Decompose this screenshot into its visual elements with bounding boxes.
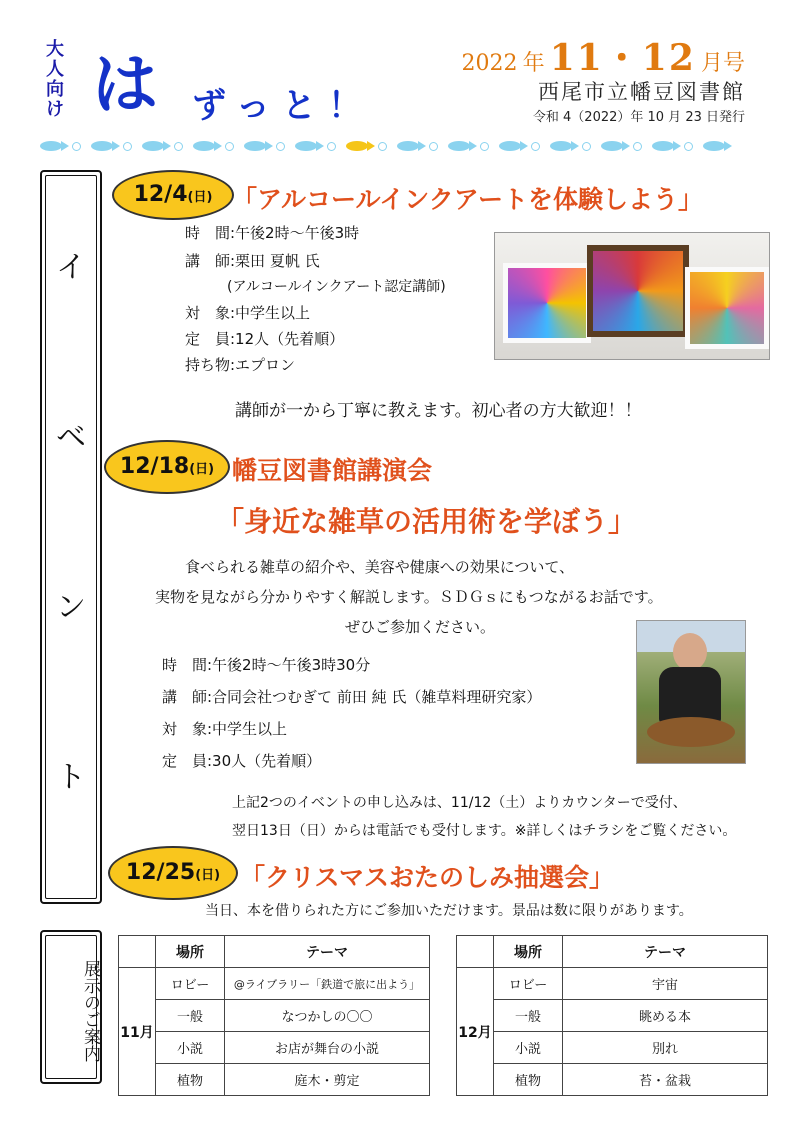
fish-icon — [193, 141, 215, 151]
issue-nen: 年 — [522, 51, 545, 76]
theme-cell: お店が舞台の小説 — [225, 1032, 430, 1064]
fish-icon — [703, 141, 725, 151]
theme-cell: 眺める本 — [563, 1000, 768, 1032]
library-name: 西尾市立幡豆図書館 — [538, 80, 745, 104]
fish-icon — [499, 141, 521, 151]
bubble-icon — [72, 142, 81, 151]
event1-dow: (日) — [187, 190, 213, 205]
bubble-icon — [633, 142, 642, 151]
table-row — [457, 1032, 768, 1064]
fish-icon — [397, 141, 419, 151]
issue-year: 2022 — [461, 51, 518, 76]
table-corner — [119, 936, 156, 968]
display-label: 展示のご案内 — [80, 959, 100, 1062]
publish-date: 令和 4（2022）年 10 月 23 日発行 — [532, 110, 745, 125]
issue-label — [461, 30, 745, 81]
event2-intro: 実物を見ながら分かりやすく解説します。ＳＤＧｓにもつながるお話です。 — [155, 588, 663, 606]
table-row — [457, 968, 768, 1000]
newsletter-title-big: は — [92, 46, 158, 123]
bubble-icon — [327, 142, 336, 151]
place-cell: 小説 — [494, 1032, 563, 1064]
place-cell: 植物 — [156, 1064, 225, 1096]
lecturer-photo — [636, 620, 746, 764]
event1-detail: 対 象:中学生以上 — [185, 304, 311, 322]
event1-detail: (アルコールインクアート認定講師) — [185, 279, 446, 295]
event1-detail: 時 間:午後2時～午後3時 — [185, 224, 360, 242]
column-header-place: 場所 — [156, 936, 225, 968]
event3-dow: (日) — [195, 868, 221, 883]
event1-title: 「アルコールインクアートを体験しよう」 — [232, 185, 704, 214]
issue-months: 11・12 — [549, 37, 696, 79]
theme-cell: なつかしの〇〇 — [225, 1000, 430, 1032]
event1-note: 講師が一から丁寧に教えます。初心者の方大歓迎！！ — [235, 401, 642, 421]
fish-icon — [295, 141, 317, 151]
table-row — [119, 1032, 430, 1064]
event1-detail: 定 員:12人（先着順） — [185, 330, 345, 348]
bubble-icon — [684, 142, 693, 151]
place-cell: ロビー — [156, 968, 225, 1000]
bubble-icon — [225, 142, 234, 151]
column-header-theme: テーマ — [563, 936, 768, 968]
event1-detail: 持ち物:エプロン — [185, 356, 296, 374]
events-char: イ — [56, 250, 86, 285]
fish-icon — [601, 141, 623, 151]
alcohol-ink-art-photo — [494, 232, 770, 360]
theme-cell: 別れ — [563, 1032, 768, 1064]
place-cell: ロビー — [494, 968, 563, 1000]
fish-icon — [346, 141, 368, 151]
fish-icon — [142, 141, 164, 151]
bubble-icon — [276, 142, 285, 151]
bubble-icon — [582, 142, 591, 151]
place-cell: 一般 — [156, 1000, 225, 1032]
event2-date: 12/18 — [119, 454, 190, 479]
event2-detail: 定 員:30人（先着順） — [162, 752, 322, 770]
theme-cell: @ライブラリー「鉄道で旅に出よう」 — [225, 968, 430, 1000]
events-char: ン — [56, 590, 86, 625]
place-cell: 小説 — [156, 1032, 225, 1064]
fish-icon — [448, 141, 470, 151]
table-row — [457, 1000, 768, 1032]
fish-border-decoration — [40, 135, 760, 157]
theme-cell: 宇宙 — [563, 968, 768, 1000]
bubble-icon — [123, 142, 132, 151]
newsletter-title-rest: ずっと！ — [192, 86, 374, 126]
table-corner — [457, 936, 494, 968]
events-char: ベ — [56, 420, 86, 455]
theme-cell: 苔・盆栽 — [563, 1064, 768, 1096]
event3-note: 当日、本を借りられた方にご参加いただけます。景品は数に限りがあります。 — [205, 903, 693, 919]
display-table-december — [456, 935, 768, 1096]
table-row — [119, 968, 430, 1000]
fish-icon — [40, 141, 62, 151]
display-table-november — [118, 935, 430, 1096]
column-header-theme: テーマ — [225, 936, 430, 968]
fish-icon — [91, 141, 113, 151]
table-row — [119, 1064, 430, 1096]
event1-date-badge — [112, 170, 234, 220]
apply-note: 翌日13日（日）からは電話でも受付します。※詳しくはチラシをご覧ください。 — [232, 823, 737, 839]
event2-detail: 時 間:午後2時～午後3時30分 — [162, 656, 371, 674]
column-header-place: 場所 — [494, 936, 563, 968]
event2-title: 「身近な雑草の活用術を学ぼう」 — [216, 505, 637, 538]
bubble-icon — [429, 142, 438, 151]
table-row — [119, 1000, 430, 1032]
audience-label: 大人向け — [46, 39, 64, 120]
event2-detail: 対 象:中学生以上 — [162, 720, 288, 738]
table-row — [457, 1064, 768, 1096]
event2-intro: ぜひご参加ください。 — [345, 618, 496, 636]
bubble-icon — [174, 142, 183, 151]
events-side-label — [40, 170, 102, 904]
apply-note: 上記2つのイベントの申し込みは、11/12（土）よりカウンターで受付、 — [232, 795, 687, 811]
place-cell: 一般 — [494, 1000, 563, 1032]
event2-intro: 食べられる雑草の紹介や、美容や健康への効果について、 — [185, 558, 575, 576]
fish-icon — [652, 141, 674, 151]
place-cell: 植物 — [494, 1064, 563, 1096]
month-cell: 11月 — [119, 968, 156, 1096]
bubble-icon — [480, 142, 489, 151]
event3-date-badge — [108, 846, 238, 900]
event2-dow: (日) — [189, 462, 215, 477]
events-char: ト — [56, 760, 86, 795]
table-header-row — [119, 936, 430, 968]
bubble-icon — [378, 142, 387, 151]
fish-icon — [244, 141, 266, 151]
issue-suffix: 月号 — [700, 51, 745, 76]
theme-cell: 庭木・剪定 — [225, 1064, 430, 1096]
event3-title: 「クリスマスおたのしみ抽選会」 — [240, 863, 615, 892]
display-side-label — [40, 930, 102, 1084]
event1-detail: 講 師:栗田 夏帆 氏 — [185, 252, 320, 270]
fish-icon — [550, 141, 572, 151]
table-header-row — [457, 936, 768, 968]
event2-detail: 講 師:合同会社つむぎて 前田 純 氏（雑草料理研究家） — [162, 688, 542, 706]
event2-date-badge — [104, 440, 230, 494]
event2-heading: 幡豆図書館講演会 — [232, 456, 433, 485]
month-cell: 12月 — [457, 968, 494, 1096]
bubble-icon — [531, 142, 540, 151]
event3-date: 12/25 — [125, 860, 196, 885]
event1-date: 12/4 — [133, 182, 188, 207]
